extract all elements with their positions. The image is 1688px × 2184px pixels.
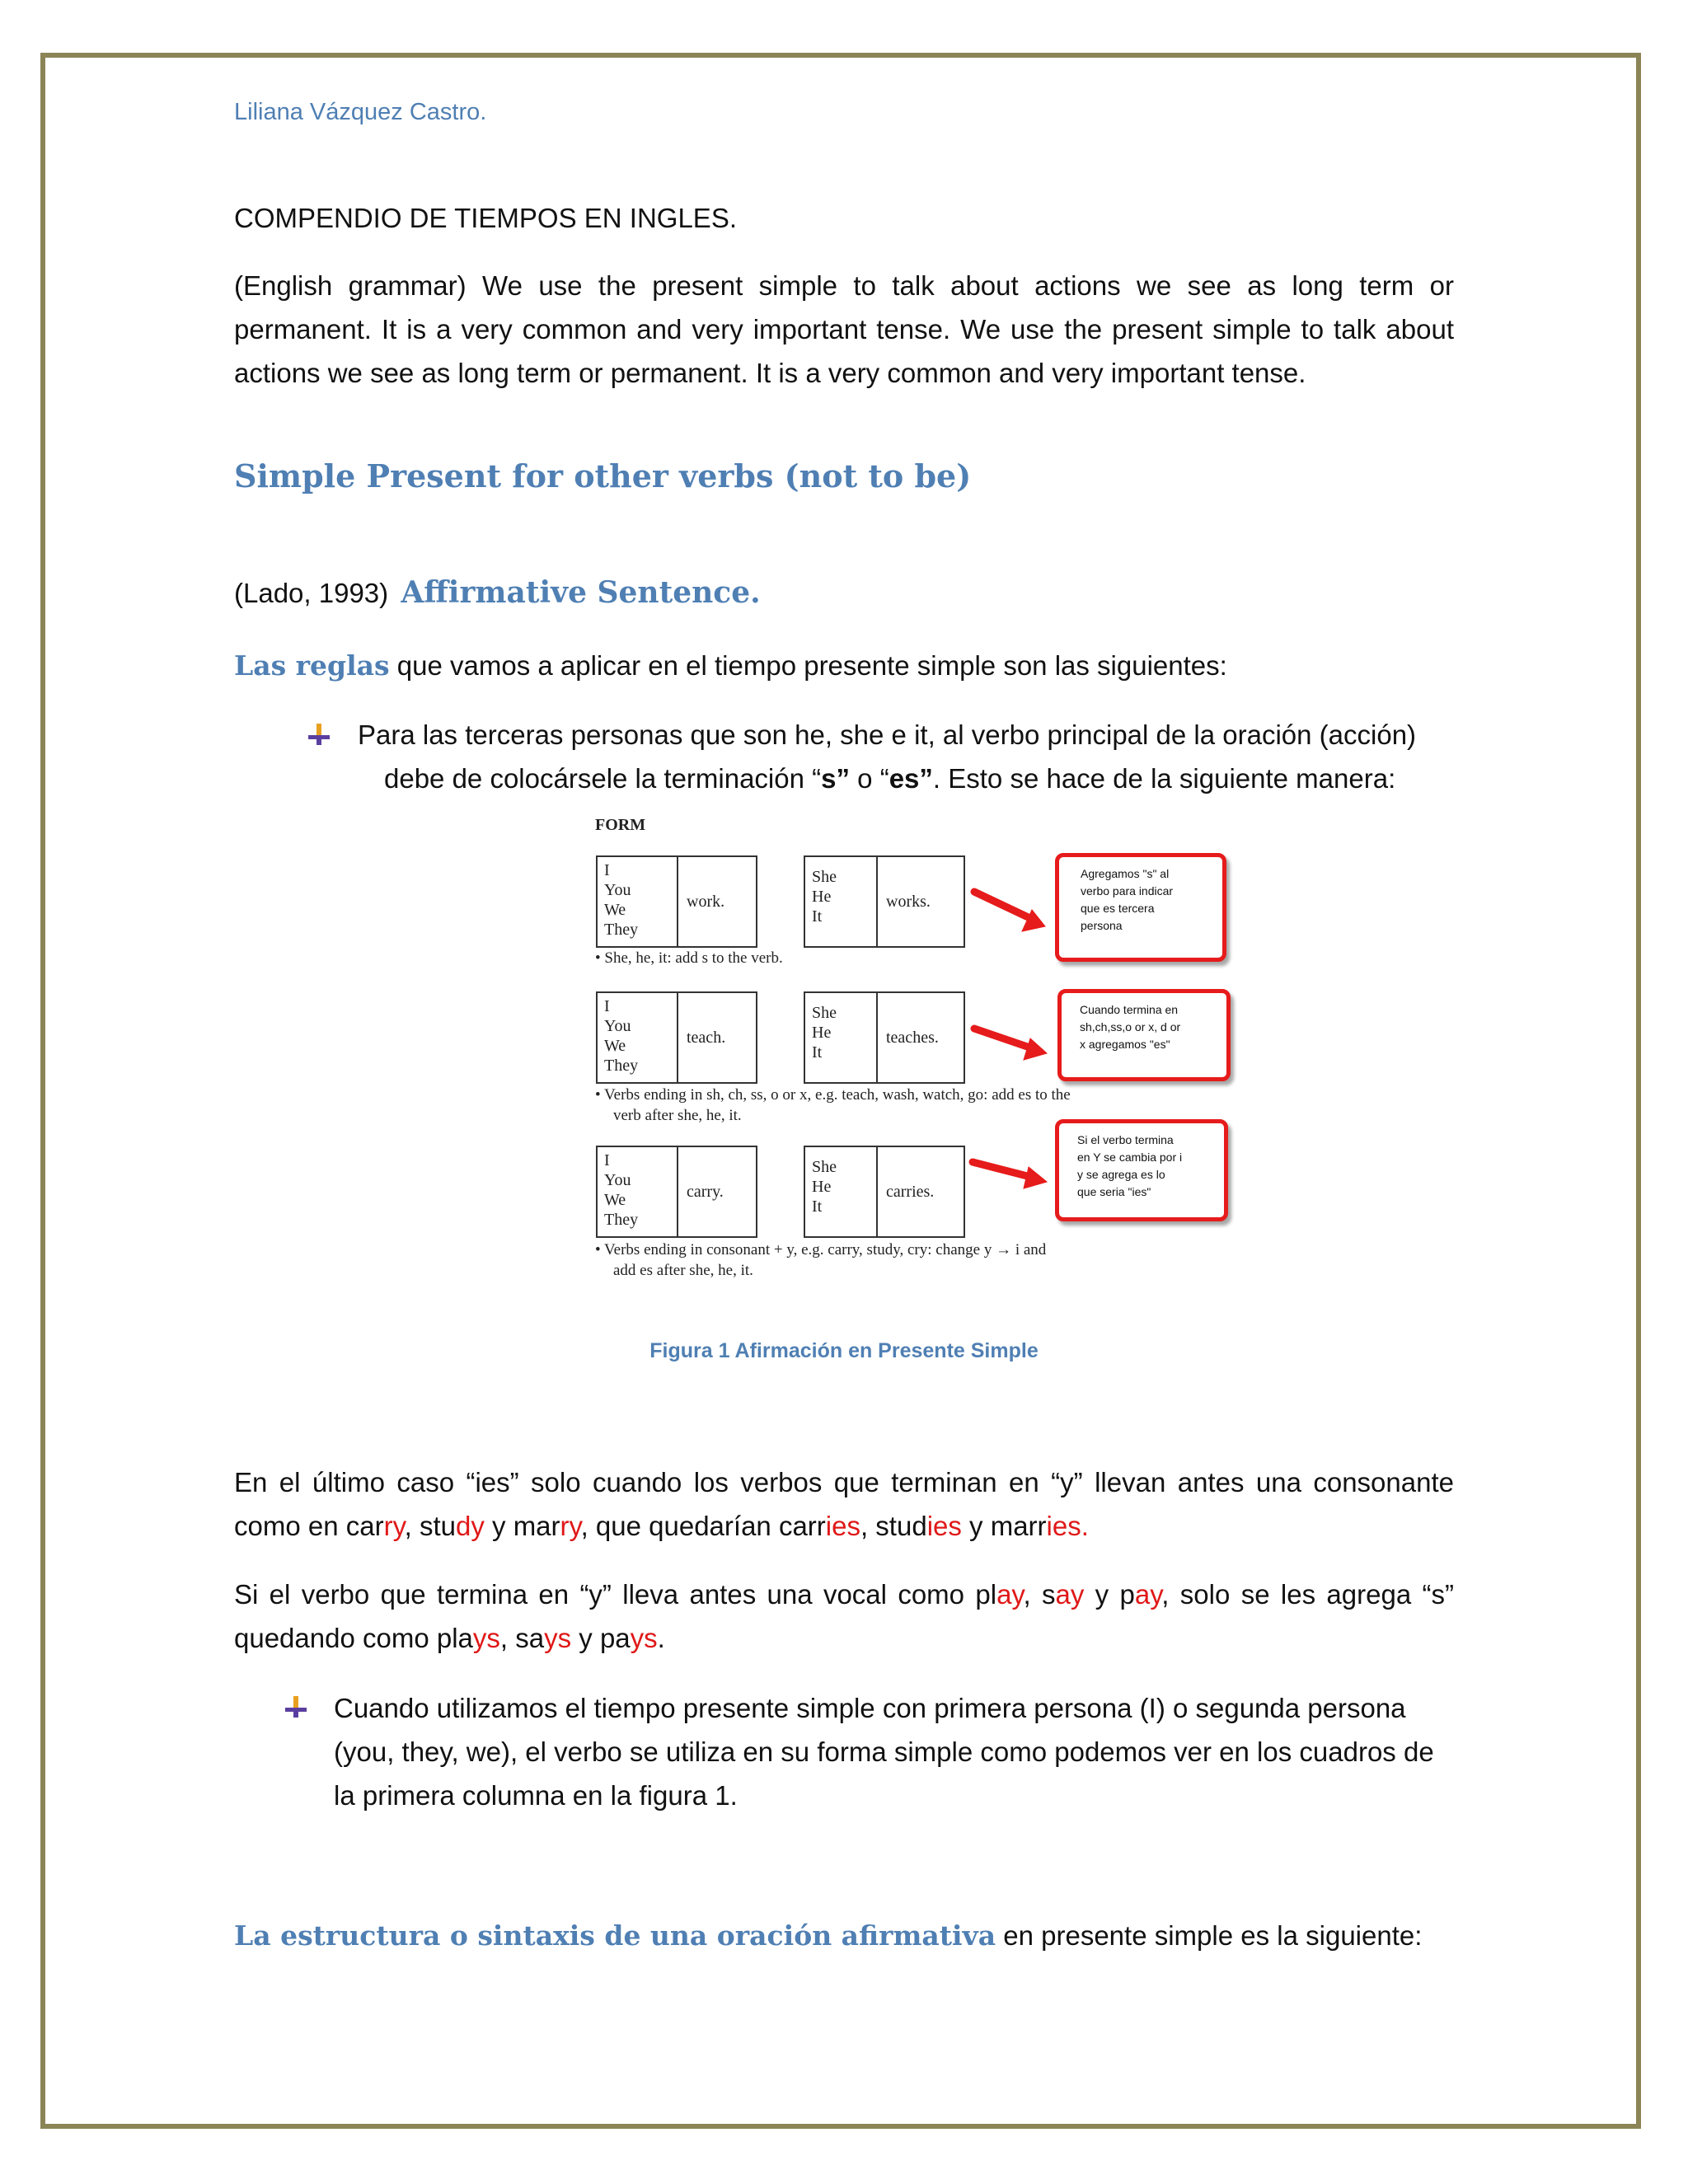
text-run: , que quedarían carr — [580, 1511, 826, 1541]
text-run: . — [657, 1623, 665, 1653]
callout-line: que es tercera — [1081, 902, 1155, 915]
callout-line: verbo para indicar — [1081, 884, 1174, 898]
affirmative-subheading: Affirmative Sentence. — [401, 575, 761, 610]
text-run: y marr — [961, 1511, 1047, 1541]
pronoun: I — [604, 997, 610, 1015]
red-suffix: ry — [560, 1511, 581, 1541]
callout-line: sh,ch,ss,o or x, d or — [1080, 1020, 1181, 1033]
pronoun: I — [604, 861, 610, 879]
pronoun: You — [604, 1017, 631, 1035]
red-suffix: ys — [630, 1623, 658, 1653]
text-run: , solo se les agrega “s” quedando como pla — [234, 1579, 1454, 1653]
red-suffix: ry — [383, 1511, 405, 1541]
rule-note-2b: verb after she, he, it. — [613, 1107, 742, 1124]
bullet1-line1: Para las terceras personas que son he, she e it, al verbo principal de la oración (acción) — [358, 719, 1417, 750]
callout-note-es — [1057, 989, 1231, 1081]
callout-line: x agregamos "es" — [1080, 1038, 1170, 1051]
arrow-head-icon — [1024, 1167, 1047, 1188]
rules-intro — [234, 644, 1454, 687]
form-figure — [593, 816, 1245, 1294]
pronoun: It — [812, 1043, 823, 1062]
rule-note-3b: add es after she, he, it. — [613, 1262, 753, 1279]
red-suffix: ies — [825, 1511, 860, 1541]
document-title: COMPENDIO DE TIEMPOS EN INGLES. — [234, 203, 738, 233]
text-run: , s — [1023, 1579, 1056, 1610]
verb-cell: teach. — [687, 1028, 726, 1047]
citation: (Lado, 1993) — [234, 578, 389, 608]
structure-lead: La estructura o sintaxis de una oración afirmativa — [234, 1919, 996, 1952]
callout-line: persona — [1081, 919, 1123, 932]
bullet-arrow-icon — [285, 1696, 307, 1718]
text-run: Si el verbo que termina en “y” lleva antes una vocal como pl — [234, 1579, 997, 1610]
red-suffix: ay — [996, 1579, 1024, 1610]
arrow-icon — [974, 892, 1037, 921]
bullet1-line2 — [384, 757, 1472, 800]
bullet2-text: Cuando utilizamos el tiempo presente simple con primera persona (I) o segunda persona (you, they, we), el verbo se utiliza en su forma simple como podemos ver en los cuadros de la primera columna en la figura 1. — [334, 1693, 1434, 1811]
text-run: En el último caso “ies” solo cuando los verbos que terminan en “y” llevan antes una consonante como en car — [234, 1467, 1454, 1541]
pronoun: You — [604, 881, 631, 899]
ending-es: es” — [889, 763, 933, 794]
pronoun: She — [812, 1004, 837, 1022]
structure-rest: en presente simple es la siguiente: — [996, 1920, 1423, 1951]
bullet-arrow-icon — [308, 724, 330, 745]
figure-caption: Figura 1 Afirmación en Presente Simple — [649, 1339, 1039, 1362]
rules-rest: que vamos a aplicar en el tiempo presente simple son las siguientes: — [389, 650, 1227, 681]
rule-note-1: • She, he, it: add s to the verb. — [595, 949, 783, 967]
text-run: , stu — [404, 1511, 456, 1541]
pronoun: It — [812, 1197, 823, 1216]
text-run: y pa — [571, 1623, 631, 1653]
pronoun: She — [812, 868, 837, 886]
callout-line: en Y se cambia por i — [1077, 1151, 1183, 1164]
ies-paragraph — [234, 1460, 1454, 1548]
callout-note-ies — [1055, 1119, 1228, 1221]
text-run: y p — [1084, 1579, 1135, 1610]
red-suffix: ys — [472, 1623, 500, 1653]
pronoun: You — [604, 1171, 631, 1189]
verb-cell: work. — [687, 892, 725, 911]
red-suffix: dy — [456, 1511, 485, 1541]
pronoun: It — [812, 907, 823, 926]
callout-line: y se agrega es lo — [1077, 1168, 1165, 1181]
intro-paragraph: (English grammar) We use the present simple to talk about actions we see as long term or permanent. It is a very common and very important tense. We use the present simple to talk about actions we see as long term or permanent. It is a very common and very important tense. — [234, 270, 1454, 388]
red-suffix: ys — [544, 1623, 572, 1653]
pronoun: She — [812, 1158, 837, 1176]
verb-cell: works. — [886, 892, 931, 911]
author-header: Liliana Vázquez Castro. — [234, 99, 487, 125]
text-run: , stud — [860, 1511, 927, 1541]
structure-line — [234, 1914, 1454, 1957]
rule-note-3: • Verbs ending in consonant + y, e.g. carry, study, cry: change y → i and — [595, 1241, 1047, 1258]
text-run: y mar — [484, 1511, 560, 1541]
ays-paragraph — [234, 1572, 1454, 1660]
pronoun: He — [812, 888, 832, 906]
red-suffix: ay — [1055, 1579, 1085, 1610]
ending-s: s” — [821, 763, 850, 794]
pronoun: He — [812, 1024, 832, 1042]
pronoun: We — [604, 1191, 626, 1209]
callout-line: Cuando termina en — [1080, 1003, 1179, 1016]
callout-line: Agregamos "s" al — [1081, 867, 1170, 880]
text-run: . — [1081, 1511, 1089, 1541]
text-run: , sa — [499, 1623, 545, 1653]
callout-line: Si el verbo termina — [1077, 1133, 1174, 1146]
pronoun: We — [604, 1037, 626, 1055]
bullet1-text-b: . Esto se hace de la siguiente manera: — [932, 763, 1396, 794]
section-heading: Simple Present for other verbs (not to be) — [234, 457, 972, 494]
pronoun: He — [812, 1178, 832, 1196]
pronoun: We — [604, 901, 626, 919]
verb-cell: carry. — [687, 1182, 724, 1201]
verb-cell: teaches. — [886, 1028, 939, 1047]
rule-note-2: • Verbs ending in sh, ch, ss, o or x, e.g. teach, wash, watch, go: add es to the — [595, 1086, 1071, 1104]
pronoun: They — [604, 1211, 639, 1229]
form-label: FORM — [595, 816, 646, 834]
pronoun: They — [604, 921, 639, 939]
pronoun: They — [604, 1057, 639, 1075]
red-suffix: ay — [1134, 1579, 1162, 1610]
verb-cell: carries. — [886, 1182, 935, 1201]
arrow-head-icon — [1024, 1038, 1047, 1060]
callout-note-s — [1055, 853, 1226, 962]
affirmative-line — [234, 571, 1454, 615]
red-suffix: ies — [1046, 1511, 1081, 1541]
rules-lead: Las reglas — [234, 649, 390, 682]
callout-line: que seria "ies" — [1077, 1185, 1151, 1198]
red-suffix: ies — [926, 1511, 962, 1541]
bullet1-text-a: debe de colocársele la terminación “ — [384, 763, 822, 794]
pronoun: I — [604, 1151, 610, 1169]
bullet1-text-o: o “ — [850, 763, 889, 794]
